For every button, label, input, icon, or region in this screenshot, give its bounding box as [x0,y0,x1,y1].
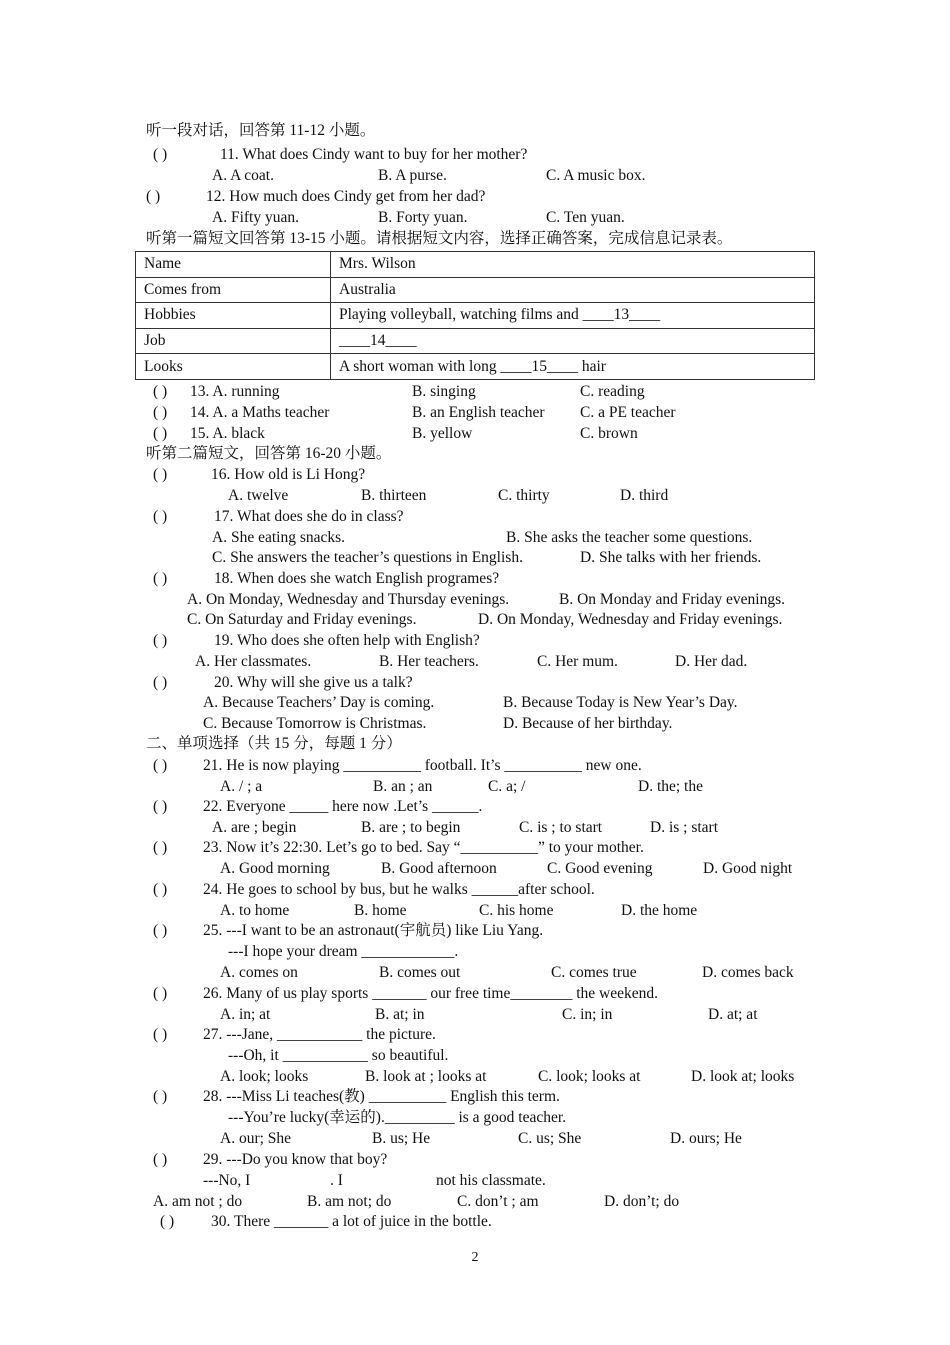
table-value: Australia [331,277,815,303]
answer-bracket: ( ) [153,383,168,400]
option-b: B. comes out [379,964,461,981]
option-a: A. She eating snacks. [212,529,346,546]
page-number: 2 [471,1250,479,1265]
answer-bracket: ( ) [153,881,168,898]
option-c: C. don’t ; am [457,1193,539,1210]
answer-bracket: ( ) [153,985,168,1002]
option-a: A. A coat. [212,167,274,184]
option-d: D. ours; He [670,1130,742,1147]
answer-bracket: ( ) [153,674,168,691]
answer-bracket: ( ) [153,1088,168,1105]
option-d: D. Because of her birthday. [503,715,673,732]
table-key: Hobbies [136,303,331,329]
question-12-stem: 12. How much does Cindy get from her dad? [206,188,486,205]
table-row [136,277,815,303]
option-b: B. an English teacher [412,404,545,421]
answer-bracket: ( ) [153,757,168,774]
question-20-stem: 20. Why will she give us a talk? [214,674,413,691]
table-key: Job [136,328,331,354]
question-27-stem: 27. ---Jane, ___________ the picture. [203,1026,436,1043]
option-a: A. Her classmates. [195,653,312,670]
table-value: Playing volleyball, watching films and ____13____ [331,303,815,329]
option-b: B. Her teachers. [379,653,479,670]
option-c: C. Because Tomorrow is Christmas. [203,715,427,732]
option-d: D. On Monday, Wednesday and Friday evenings. [478,611,783,628]
answer-bracket: ( ) [153,570,168,587]
option-c: C. Ten yuan. [546,209,625,226]
option-a: A. On Monday, Wednesday and Thursday evenings. [187,591,510,608]
question-29-reply-part-1: ---No, I [203,1172,251,1189]
option-c: C. On Saturday and Friday evenings. [187,611,417,628]
table-key: Looks [136,354,331,380]
option-a: A. Because Teachers’ Day is coming. [203,694,435,711]
option-d: D. Good night [703,860,793,877]
question-29-reply-part-2: . I [330,1172,343,1189]
question-24-stem: 24. He goes to school by bus, but he walks ______after school. [203,881,595,898]
option-c: C. Good evening [547,860,653,877]
option-b: B. On Monday and Friday evenings. [559,591,786,608]
question-22-stem: 22. Everyone _____ here now .Let’s ______. [203,798,483,815]
question-29-stem: 29. ---Do you know that boy? [203,1151,388,1168]
option-b: B. look at ; looks at [365,1068,487,1085]
option-b: B. an ; an [373,778,433,795]
answer-bracket: ( ) [153,404,168,421]
question-21-stem: 21. He is now playing __________ football. It’s __________ new one. [203,757,642,774]
answer-bracket: ( ) [153,1026,168,1043]
option-c: C. a; / [488,778,526,795]
option-d: D. the home [621,902,698,919]
question-16-stem: 16. How old is Li Hong? [211,466,366,483]
question-27-reply: ---Oh, it ___________ so beautiful. [228,1047,449,1064]
section-heading-dialogue: 听一段对话，回答第 11-12 小题。 [146,122,376,139]
option-a: A. our; She [220,1130,292,1147]
table-row [136,252,815,278]
table-key: Comes from [136,277,331,303]
question-19-stem: 19. Who does she often help with English? [214,632,480,649]
option-b: B. yellow [412,425,473,442]
option-c: C. Her mum. [537,653,618,670]
table-key: Name [136,252,331,278]
option-c: C. is ; to start [519,819,603,836]
question-25-stem: 25. ---I want to be an astronaut(宇航员) like Liu Yang. [203,922,544,939]
option-b: B. She asks the teacher some questions. [506,529,753,546]
option-a: A. Good morning [220,860,330,877]
option-b: B. Forty yuan. [378,209,468,226]
option-b: B. Good afternoon [381,860,497,877]
question-30-stem: 30. There _______ a lot of juice in the bottle. [211,1213,492,1230]
option-b: B. am not; do [307,1193,392,1210]
option-d: D. is ; start [650,819,719,836]
option-c: C. in; in [562,1006,613,1023]
option-c: C. comes true [551,964,637,981]
option-d: D. at; at [708,1006,758,1023]
option-c: C. A music box. [546,167,646,184]
option-d: D. the; the [638,778,703,795]
answer-bracket: ( ) [153,466,168,483]
option-a: A. are ; begin [212,819,297,836]
option-b: B. singing [412,383,476,400]
answer-bracket: ( ) [153,798,168,815]
table-value: A short woman with long ____15____ hair [331,354,815,380]
question-25-reply: ---I hope your dream ____________. [228,943,459,960]
option-d: D. third [620,487,669,504]
answer-bracket: ( ) [153,839,168,856]
question-28-stem: 28. ---Miss Li teaches(教) __________ English this term. [203,1088,560,1105]
question-15: 15. A. black [190,425,265,442]
question-18-stem: 18. When does she watch English programes? [214,570,500,587]
option-a: A. / ; a [220,778,263,795]
option-b: B. at; in [375,1006,425,1023]
option-a: A. twelve [228,487,289,504]
option-b: B. thirteen [361,487,427,504]
answer-bracket: ( ) [153,425,168,442]
table-row [136,303,815,329]
option-a: A. to home [220,902,290,919]
section-heading-passage-1: 听第一篇短文回答第 13-15 小题。请根据短文内容，选择正确答案，完成信息记录表。 [146,230,733,247]
table-row [136,354,815,380]
option-b: B. us; He [372,1130,431,1147]
option-a: A. comes on [220,964,298,981]
question-29-reply-part-3: not his classmate. [436,1172,546,1189]
question-17-stem: 17. What does she do in class? [214,508,404,525]
table-row [136,328,815,354]
table-value: ____14____ [331,328,815,354]
question-26-stem: 26. Many of us play sports _______ our free time________ the weekend. [203,985,659,1002]
option-c: C. us; She [518,1130,582,1147]
answer-bracket: ( ) [160,1213,175,1230]
table-value: Mrs. Wilson [331,252,815,278]
question-13: 13. A. running [190,383,280,400]
answer-bracket: ( ) [146,188,161,205]
info-record-table [135,251,815,380]
option-c: C. a PE teacher [580,404,676,421]
option-a: A. am not ; do [153,1193,243,1210]
option-c: C. his home [479,902,554,919]
answer-bracket: ( ) [153,146,168,163]
answer-bracket: ( ) [153,922,168,939]
option-a: A. look; looks [220,1068,309,1085]
option-b: B. home [354,902,407,919]
answer-bracket: ( ) [153,508,168,525]
option-a: A. in; at [220,1006,271,1023]
option-d: D. comes back [702,964,794,981]
option-b: B. are ; to begin [361,819,461,836]
option-c: C. thirty [498,487,550,504]
section-heading-passage-2: 听第二篇短文，回答第 16-20 小题。 [146,445,392,462]
question-23-stem: 23. Now it’s 22:30. Let’s go to bed. Say “__________” to your mother. [203,839,644,856]
option-a: A. Fifty yuan. [212,209,299,226]
option-d: D. look at; looks [691,1068,795,1085]
option-c: C. She answers the teacher’s questions in English. [212,549,523,566]
section-heading-single-choice: 二、单项选择（共 15 分，每题 1 分） [146,735,402,752]
option-d: D. Her dad. [675,653,748,670]
question-28-reply: ---You’re lucky(幸运的)._________ is a good teacher. [228,1109,567,1126]
option-d: D. She talks with her friends. [580,549,762,566]
option-b: B. Because Today is New Year’s Day. [503,694,738,711]
option-c: C. look; looks at [538,1068,641,1085]
answer-bracket: ( ) [153,1151,168,1168]
question-14: 14. A. a Maths teacher [190,404,330,421]
option-c: C. brown [580,425,638,442]
option-b: B. A purse. [378,167,447,184]
answer-bracket: ( ) [153,632,168,649]
option-d: D. don’t; do [604,1193,680,1210]
option-c: C. reading [580,383,645,400]
question-11-stem: 11. What does Cindy want to buy for her mother? [220,146,528,163]
